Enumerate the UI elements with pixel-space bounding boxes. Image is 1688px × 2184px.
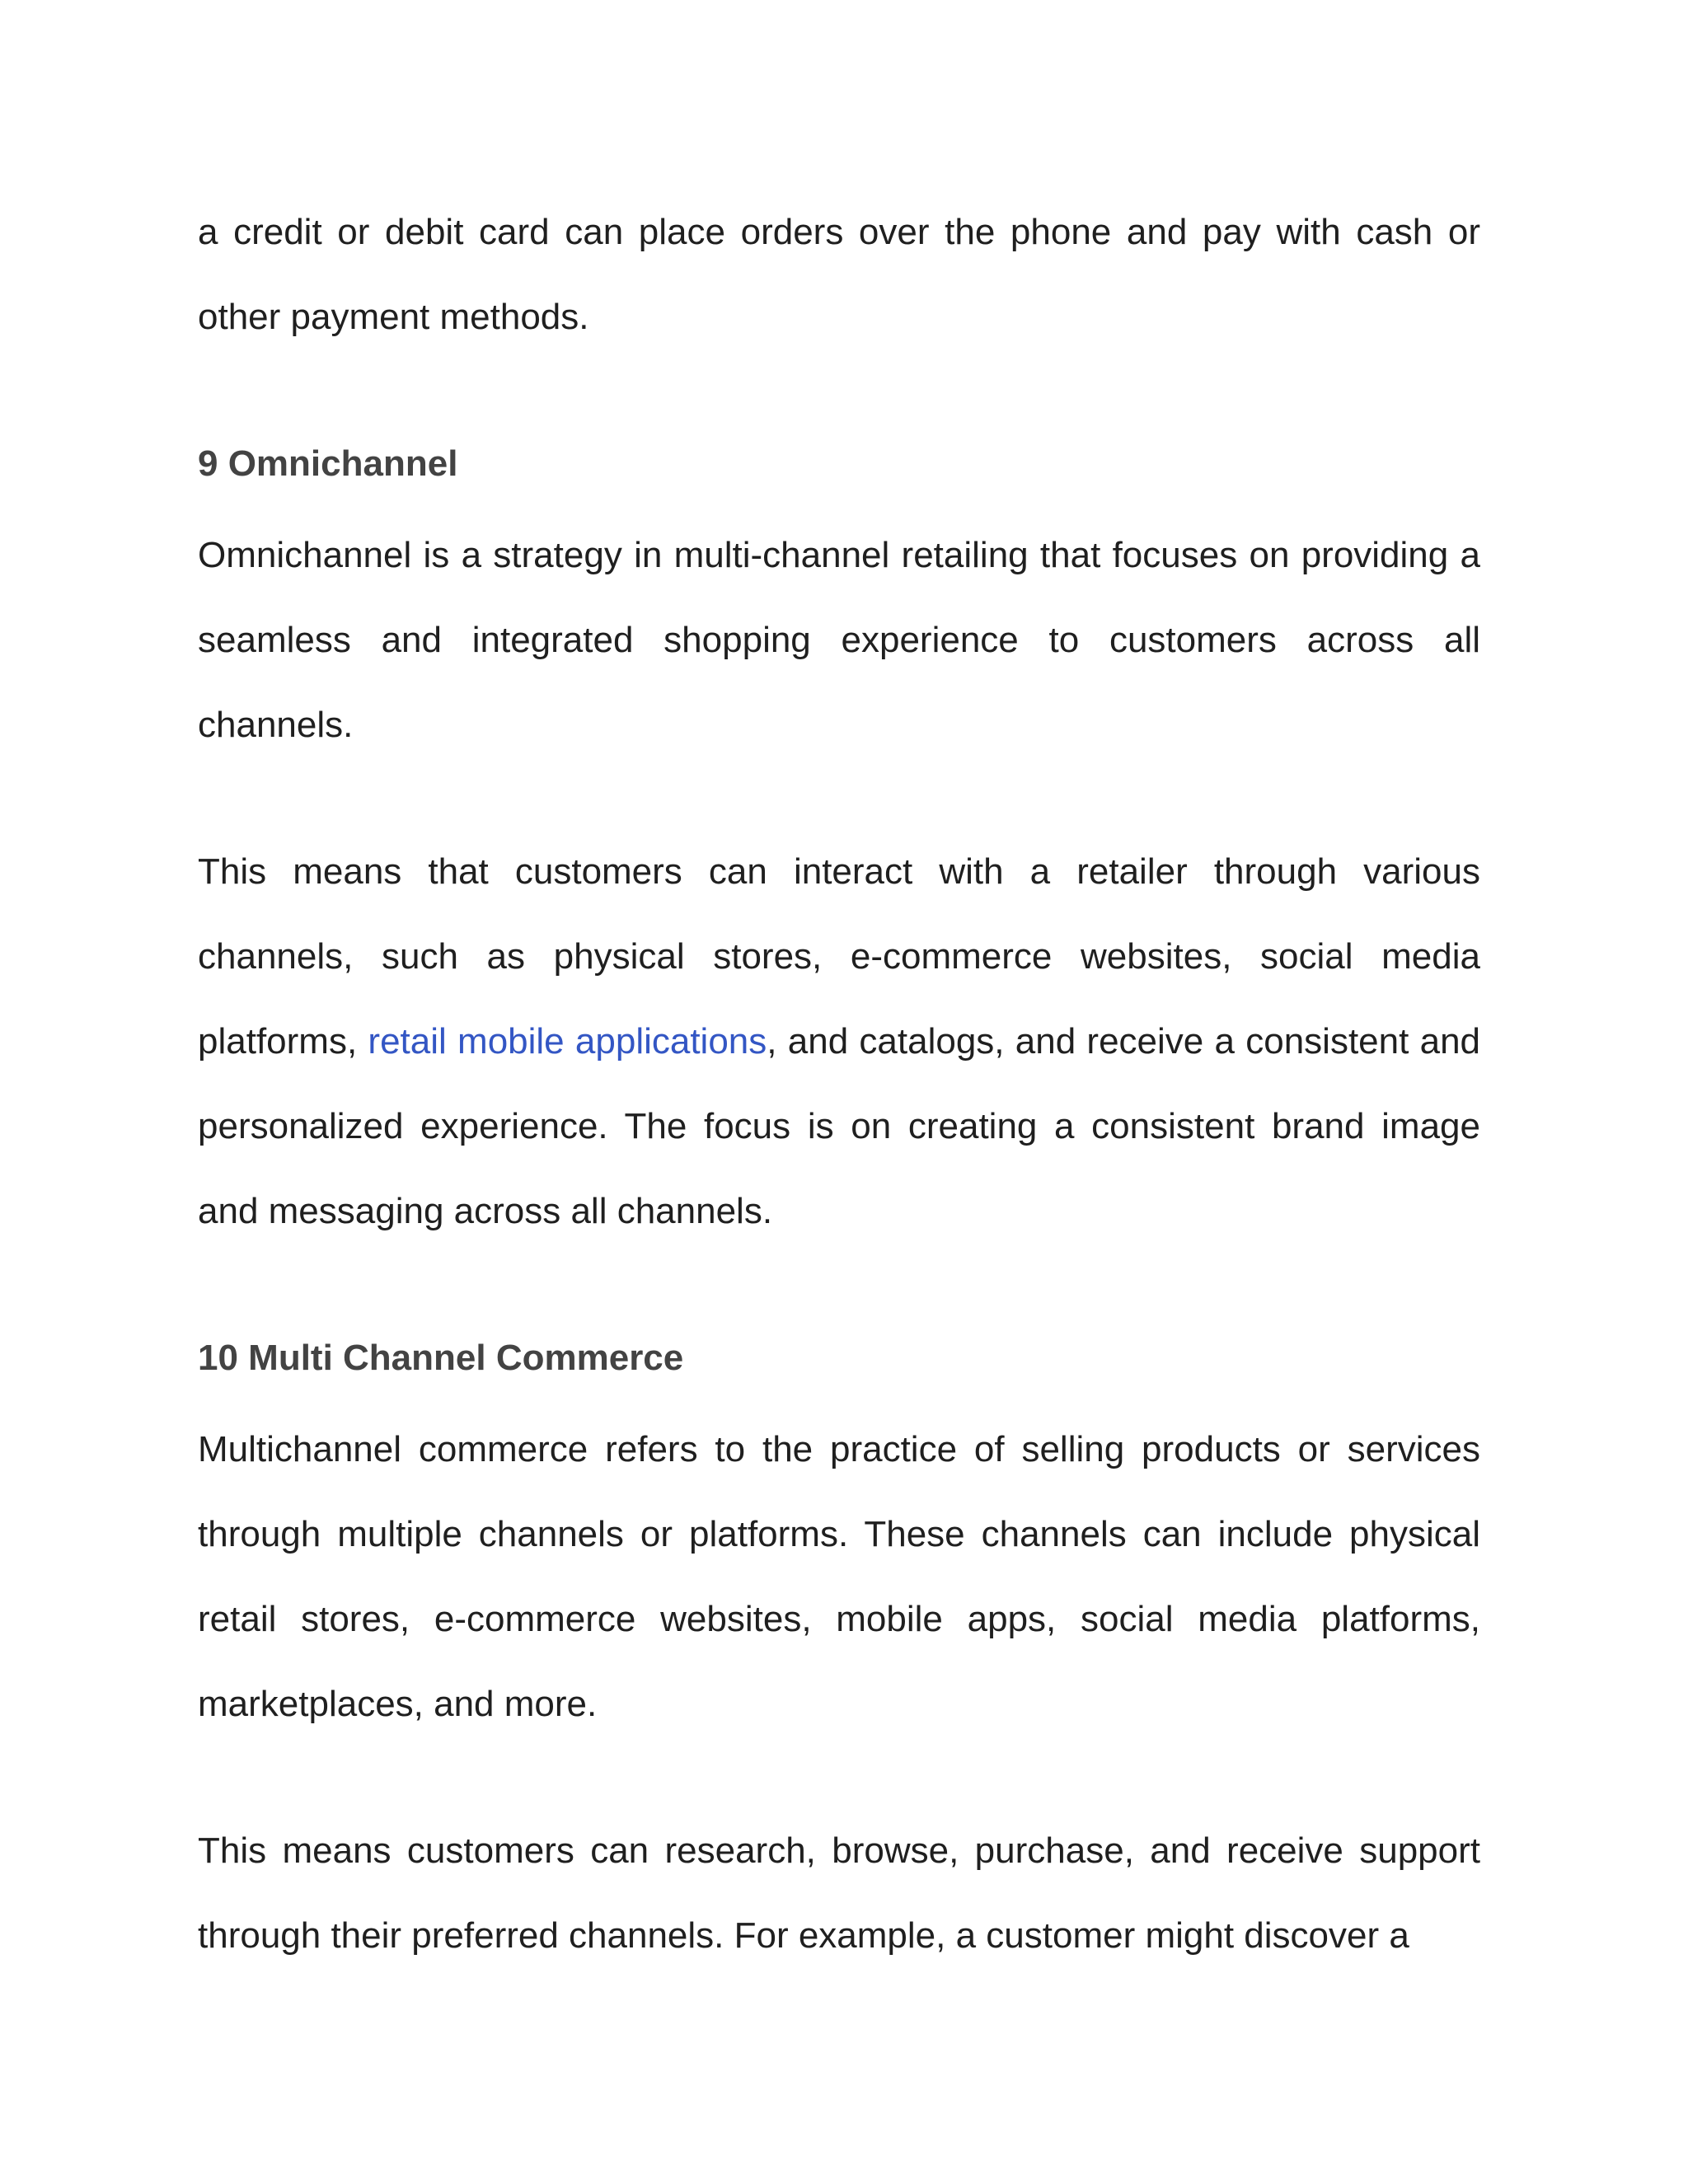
section-heading-multichannel-commerce: 10 Multi Channel Commerce	[198, 1338, 684, 1378]
intro-paragraph: a credit or debit card can place orders over the phone and pay with cash or other payment methods.	[198, 212, 1480, 337]
omnichannel-paragraph-2-text-start: This means that customers can interact with a retailer through various channels, such as physical stores, e-commerce websites, social media platforms,	[198, 851, 1480, 1062]
omnichannel-paragraph-1: Omnichannel is a strategy in multi-channel retailing that focuses on providing a seamless and integrated shopping experience to customers across all channels.	[198, 535, 1480, 745]
multichannel-paragraph-2: This means customers can research, browse, purchase, and receive support through their preferred channels. For example, a customer might discover a	[198, 1830, 1480, 1956]
multichannel-paragraph-1: Multichannel commerce refers to the practice of selling products or services through multiple channels or platforms. These channels can include physical retail stores, e-commerce websites, mobile apps, social media platforms, marketplaces, and more.	[198, 1429, 1480, 1724]
retail-mobile-applications-link[interactable]: retail mobile applications	[368, 1021, 767, 1062]
document-page	[198, 190, 1480, 1978]
omnichannel-paragraph-2	[198, 829, 1480, 1254]
omnichannel-paragraph-2-text-end: , and catalogs, and receive a consistent and personalized experience. The focus is on creating a consistent brand image and messaging across all channels.	[198, 1021, 1481, 1231]
section-heading-omnichannel: 9 Omnichannel	[198, 443, 458, 484]
